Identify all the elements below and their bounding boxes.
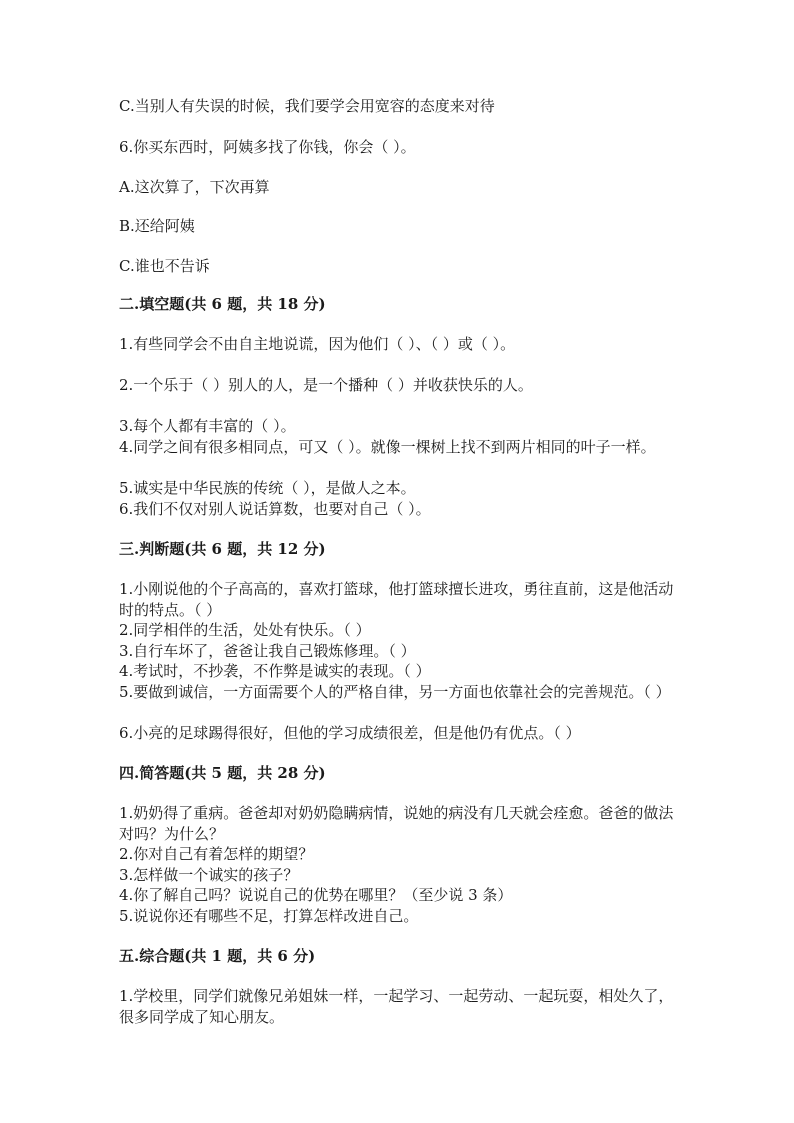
fill-item-2: 2.一个乐于（ ）别人的人，是一个播种（ ）并收获快乐的人。 [119, 376, 533, 394]
fill-item-1: 1.有些同学会不由自主地说谎，因为他们（ ）、（ ）或（ ）。 [119, 335, 516, 353]
judge-item-4: 4.考试时，不抄袭，不作弊是诚实的表现。（ ） [119, 662, 431, 680]
judge-item-1: 1.小刚说他的个子高高的，喜欢打篮球，他打篮球擅长进攻，勇往直前，这是他活动时的特点。（ ） [119, 580, 674, 619]
judge-item-3: 3.自行车坏了，爸爸让我自己锻炼修理。（ ） [119, 642, 416, 660]
short-item-2: 2.你对自己有着怎样的期望？ [119, 845, 314, 863]
judge-item-5: 5.要做到诚信，一方面需要个人的严格自律，另一方面也依靠社会的完善规范。（ ） [119, 683, 671, 701]
short-item-1: 1.奶奶得了重病。爸爸却对奶奶隐瞒病情，说她的病没有几天就会痊愈。爸爸的做法对吗？为什么？ [119, 804, 674, 843]
short-item-4: 4.你了解自己吗？说说自己的优势在哪里？（至少说 3 条） [119, 886, 513, 904]
q6-question: 6.你买东西时，阿姨多找了你钱，你会（ ）。 [119, 138, 416, 156]
q6-option-a: A.这次算了，下次再算 [119, 178, 270, 196]
short-item-3: 3.怎样做一个诚实的孩子？ [119, 866, 299, 884]
section-short-title: 四.简答题(共 5 题，共 28 分) [119, 764, 326, 782]
short-item-5: 5.说说你还有哪些不足，打算怎样改进自己。 [119, 907, 419, 925]
fill-item-6: 6.我们不仅对别人说话算数，也要对自己（ ）。 [119, 500, 431, 518]
judge-item-2: 2.同学相伴的生活，处处有快乐。（ ） [119, 621, 371, 639]
q6-option-c: C.谁也不告诉 [119, 257, 210, 275]
q6-option-b: B.还给阿姨 [119, 217, 195, 235]
fill-item-3: 3.每个人都有丰富的（ ）。 [119, 417, 296, 435]
comprehensive-item-1: 1.学校里，同学们就像兄弟姐妹一样，一起学习、一起劳动、一起玩耍，相处久了，很多同学成了知心朋友。 [119, 987, 674, 1026]
section-comprehensive-title: 五.综合题(共 1 题，共 6 分) [119, 947, 316, 965]
fill-item-4: 4.同学之间有很多相同点，可又（ ）。就像一棵树上找不到两片相同的叶子一样。 [119, 438, 656, 456]
judge-item-6: 6.小亮的足球踢得很好，但他的学习成绩很差，但是他仍有优点。（ ） [119, 724, 581, 742]
section-judge-title: 三.判断题(共 6 题，共 12 分) [119, 540, 326, 558]
section-fill-title: 二.填空题(共 6 题，共 18 分) [119, 295, 326, 313]
fill-item-5: 5.诚实是中华民族的传统（ ），是做人之本。 [119, 479, 416, 497]
q5-option-c: C.当别人有失误的时候，我们要学会用宽容的态度来对待 [119, 97, 495, 115]
